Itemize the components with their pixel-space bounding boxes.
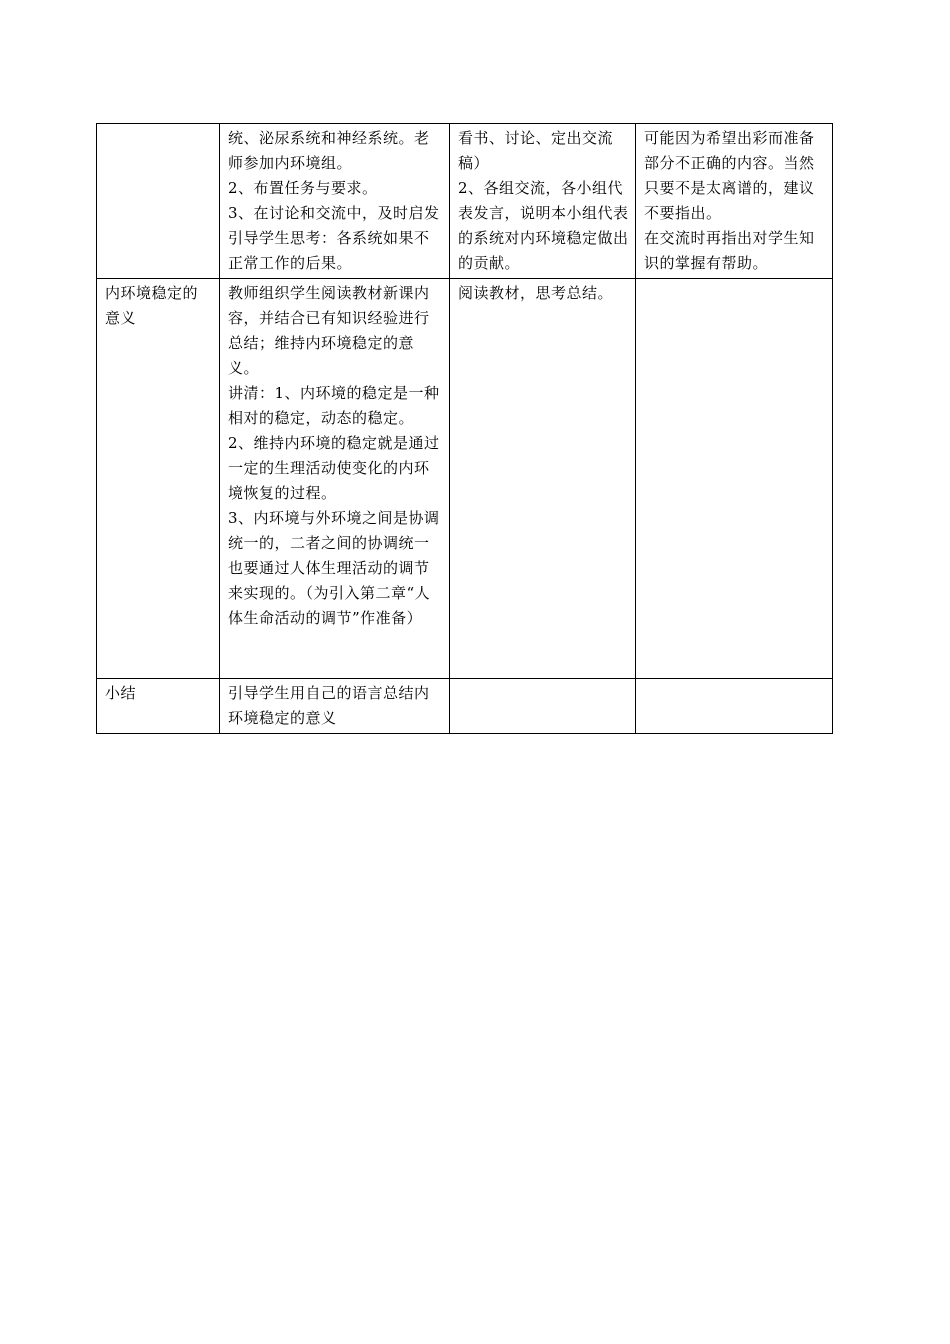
student-activity-cell xyxy=(450,679,636,734)
teacher-activity-line: 2、布置任务与要求。 xyxy=(228,179,378,197)
notes-cell xyxy=(636,124,833,279)
notes-line: 可能因为希望出彩而准备部分不正确的内容。当然只要不是太离谱的，建议不要指出。 xyxy=(644,129,815,222)
table-row xyxy=(97,124,833,279)
lesson-plan-table xyxy=(96,123,833,734)
student-activity-line: 2、各组交流，各小组代表发言，说明本小组代表的系统对内环境稳定做出的贡献。 xyxy=(458,179,629,272)
teacher-activity-cell xyxy=(220,124,450,279)
teacher-activity-line: 统、泌尿系统和神经系统。老师参加内环境组。 xyxy=(228,129,430,172)
teacher-activity-line: 教师组织学生阅读教材新课内容，并结合已有知识经验进行总结；维持内环境稳定的意义。 xyxy=(228,284,430,377)
teacher-activity-cell xyxy=(220,679,450,734)
topic-text: 内环境稳定的意义 xyxy=(105,284,199,327)
teacher-activity-line: 3、内环境与外环境之间是协调统一的，二者之间的协调统一也要通过人体生理活动的调节来实现的。（为引入第二章“人体生命活动的调节”作准备） xyxy=(228,509,440,627)
notes-line: 在交流时再指出对学生知识的掌握有帮助。 xyxy=(644,229,815,272)
table-row xyxy=(97,279,833,679)
topic-cell xyxy=(97,279,220,679)
teacher-activity-line: 3、在讨论和交流中，及时启发引导学生思考：各系统如果不正常工作的后果。 xyxy=(228,204,440,272)
teacher-activity-line: 引导学生用自己的语言总结内环境稳定的意义 xyxy=(228,684,430,727)
topic-cell xyxy=(97,124,220,279)
teacher-activity-cell xyxy=(220,279,450,679)
student-activity-line: 看书、讨论、定出交流稿） xyxy=(458,129,614,172)
student-activity-cell xyxy=(450,124,636,279)
topic-text: 小结 xyxy=(105,684,137,702)
student-activity-cell xyxy=(450,279,636,679)
teacher-activity-line: 讲清：1、内环境的稳定是一种相对的稳定，动态的稳定。 xyxy=(228,384,440,427)
student-activity-line: 阅读教材，思考总结。 xyxy=(458,284,614,302)
table-row xyxy=(97,679,833,734)
teacher-activity-line: 2、维持内环境的稳定就是通过一定的生理活动使变化的内环境恢复的过程。 xyxy=(228,434,440,502)
notes-cell xyxy=(636,279,833,679)
notes-cell xyxy=(636,679,833,734)
topic-cell xyxy=(97,679,220,734)
